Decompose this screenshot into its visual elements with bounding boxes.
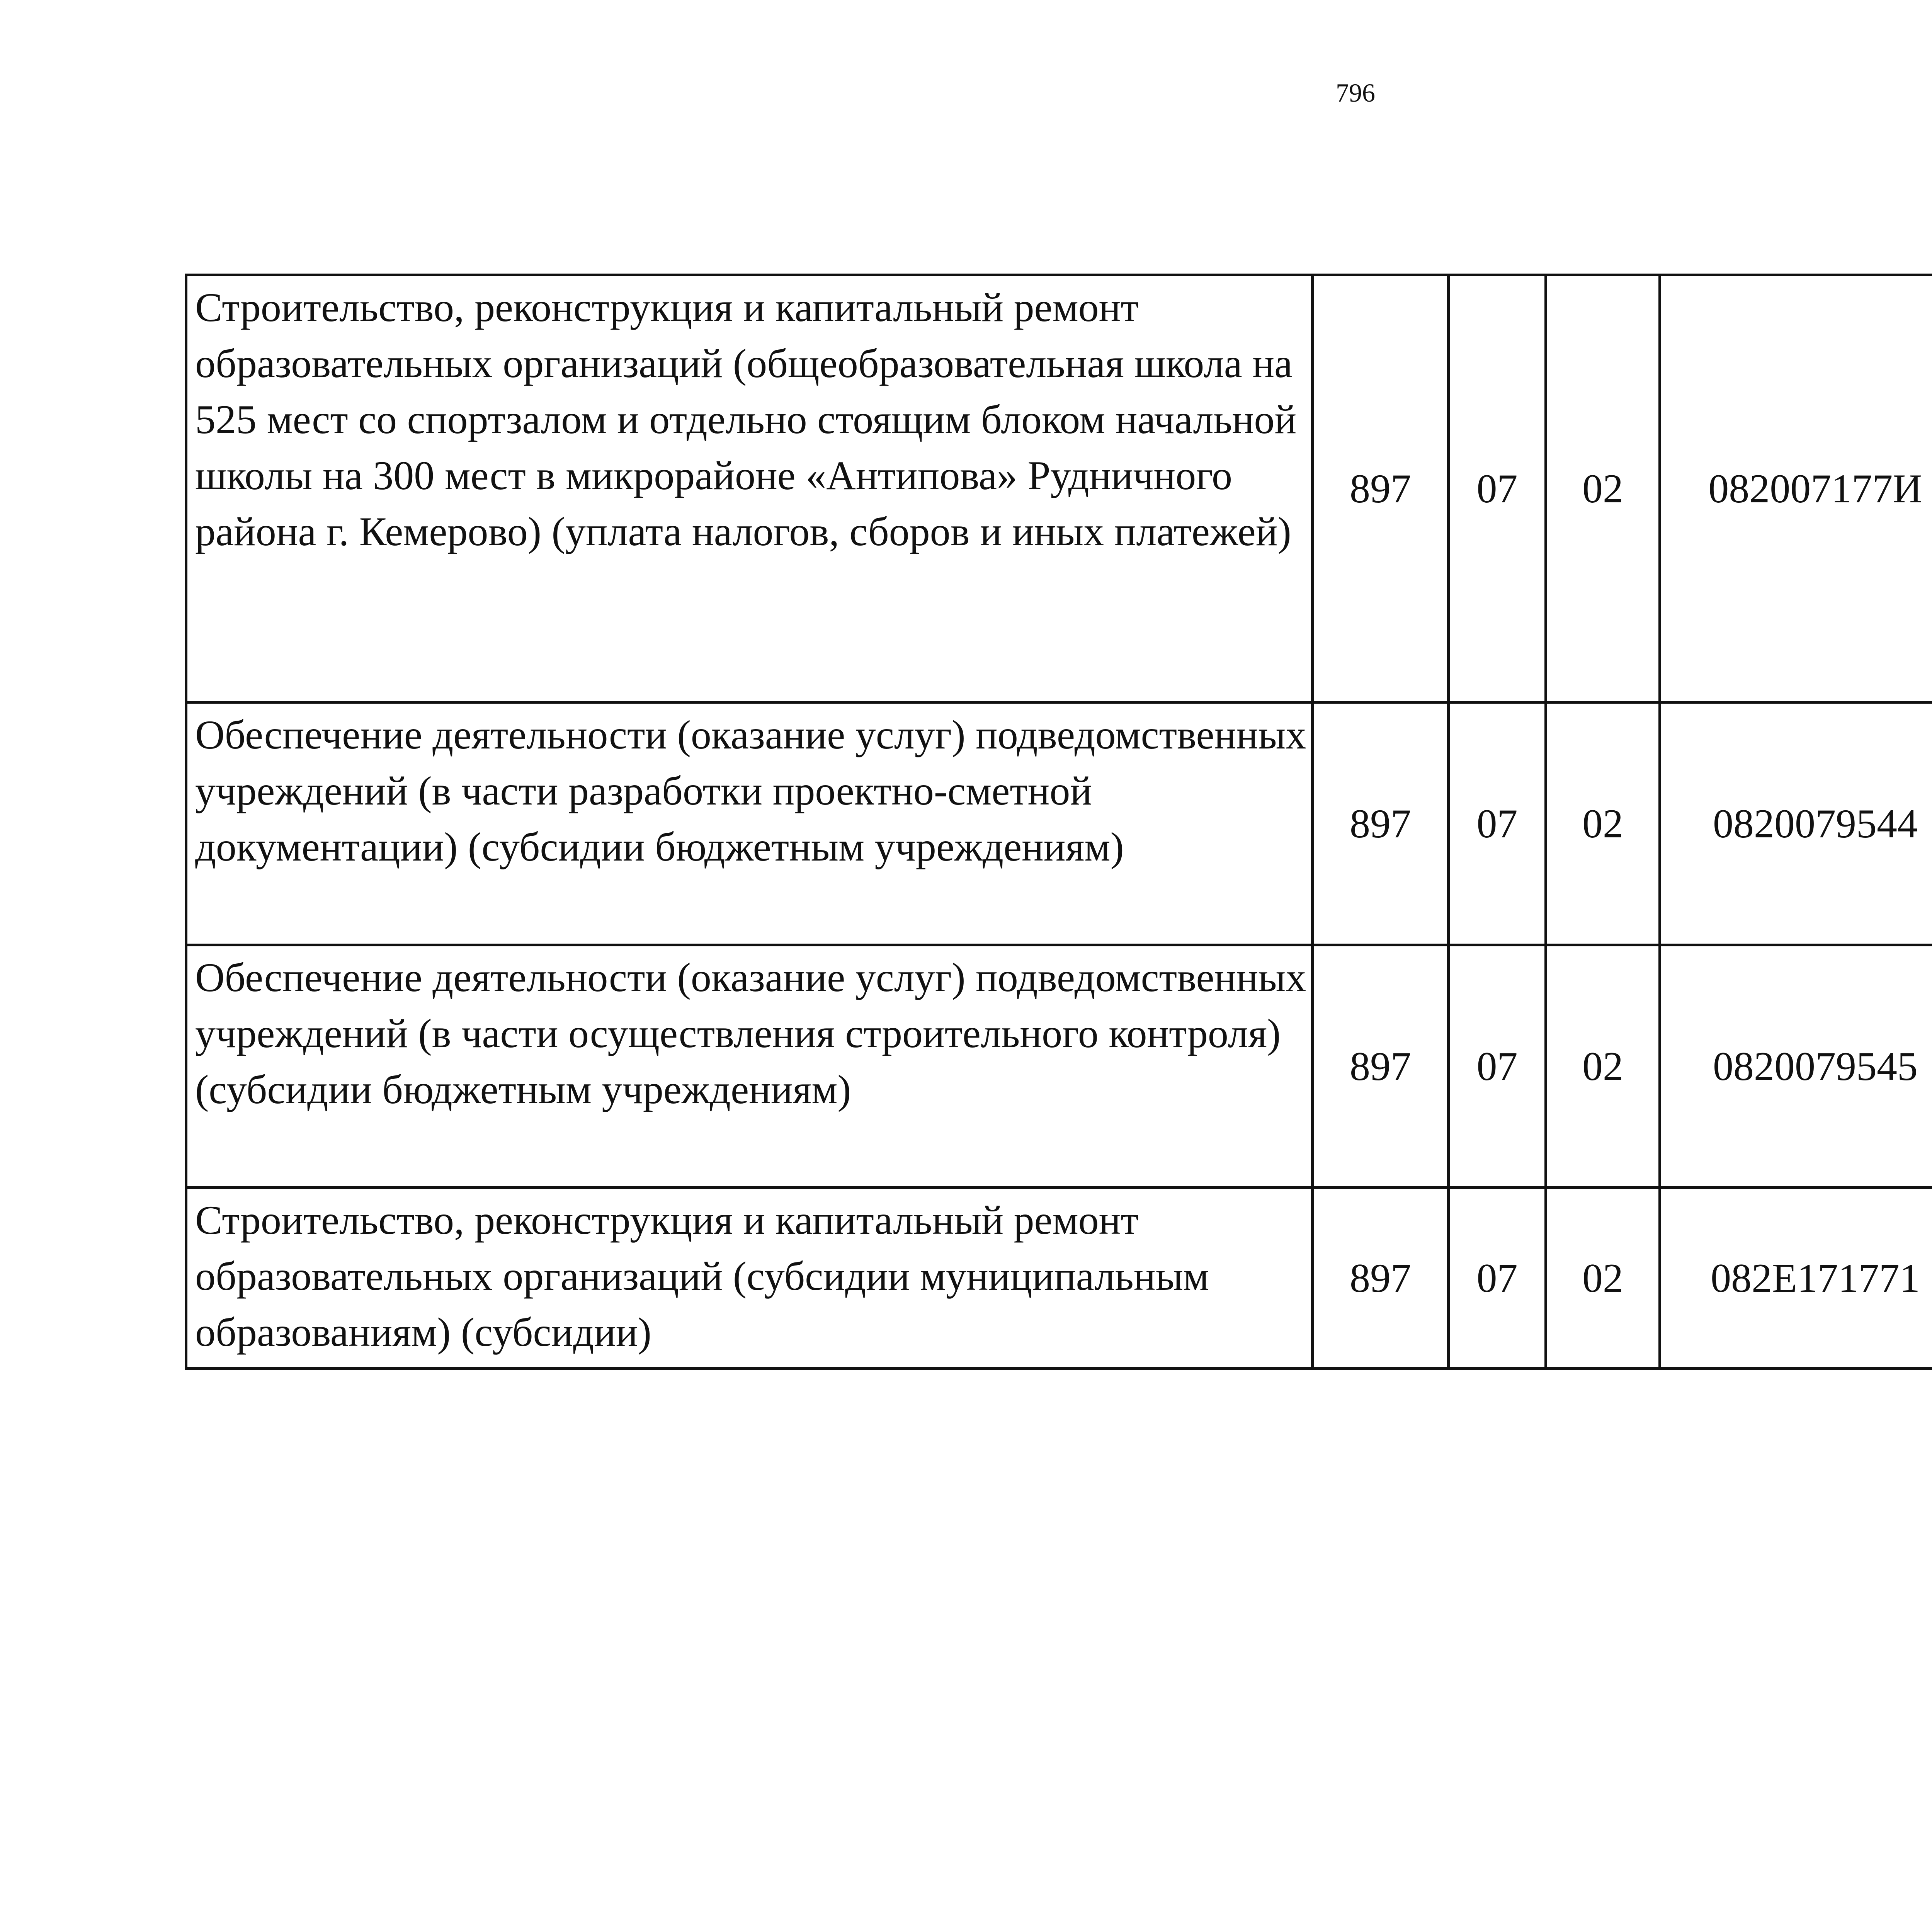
table-row — [186, 275, 1932, 703]
row-grbs-code: 897 — [1313, 703, 1449, 945]
row-subsection-code: 02 — [1546, 945, 1660, 1188]
row-target-article-code: 0820079544 — [1660, 703, 1932, 945]
page-number: 796 — [1336, 78, 1375, 107]
table-row — [186, 703, 1932, 945]
table-row — [186, 945, 1932, 1188]
row-target-article-code: 082E171771 — [1660, 1188, 1932, 1369]
table-row — [186, 1188, 1932, 1369]
row-subsection-code: 02 — [1546, 703, 1660, 945]
row-target-article-code: 082007177И — [1660, 275, 1932, 703]
row-subsection-code: 02 — [1546, 1188, 1660, 1369]
row-description: Обеспечение деятельности (оказание услуг) подведомственных учреждений (в части осуществления строительного контроля) (субсидии бюджетным учреждениям) — [186, 945, 1313, 1188]
row-section-code: 07 — [1449, 945, 1546, 1188]
row-section-code: 07 — [1449, 275, 1546, 703]
row-section-code: 07 — [1449, 1188, 1546, 1369]
row-grbs-code: 897 — [1313, 1188, 1449, 1369]
row-grbs-code: 897 — [1313, 275, 1449, 703]
row-target-article-code: 0820079545 — [1660, 945, 1932, 1188]
row-description: Строительство, реконструкция и капитальный ремонт образовательных организаций (субсидии муниципальным образованиям) (субсидии) — [186, 1188, 1313, 1369]
budget-table — [185, 274, 1932, 1370]
row-section-code: 07 — [1449, 703, 1546, 945]
row-subsection-code: 02 — [1546, 275, 1660, 703]
row-grbs-code: 897 — [1313, 945, 1449, 1188]
row-description: Строительство, реконструкция и капитальный ремонт образовательных организаций (общеобразовательная школа на 525 мест со спортзалом и отдельно стоящим блоком начальной школы на 300 мест в микрорайоне «Антипова» Рудничного района г. Кемерово) (уплата налогов, сборов и иных платежей) — [186, 275, 1313, 703]
row-description: Обеспечение деятельности (оказание услуг) подведомственных учреждений (в части разработки проектно-сметной документации) (субсидии бюджетным учреждениям) — [186, 703, 1313, 945]
